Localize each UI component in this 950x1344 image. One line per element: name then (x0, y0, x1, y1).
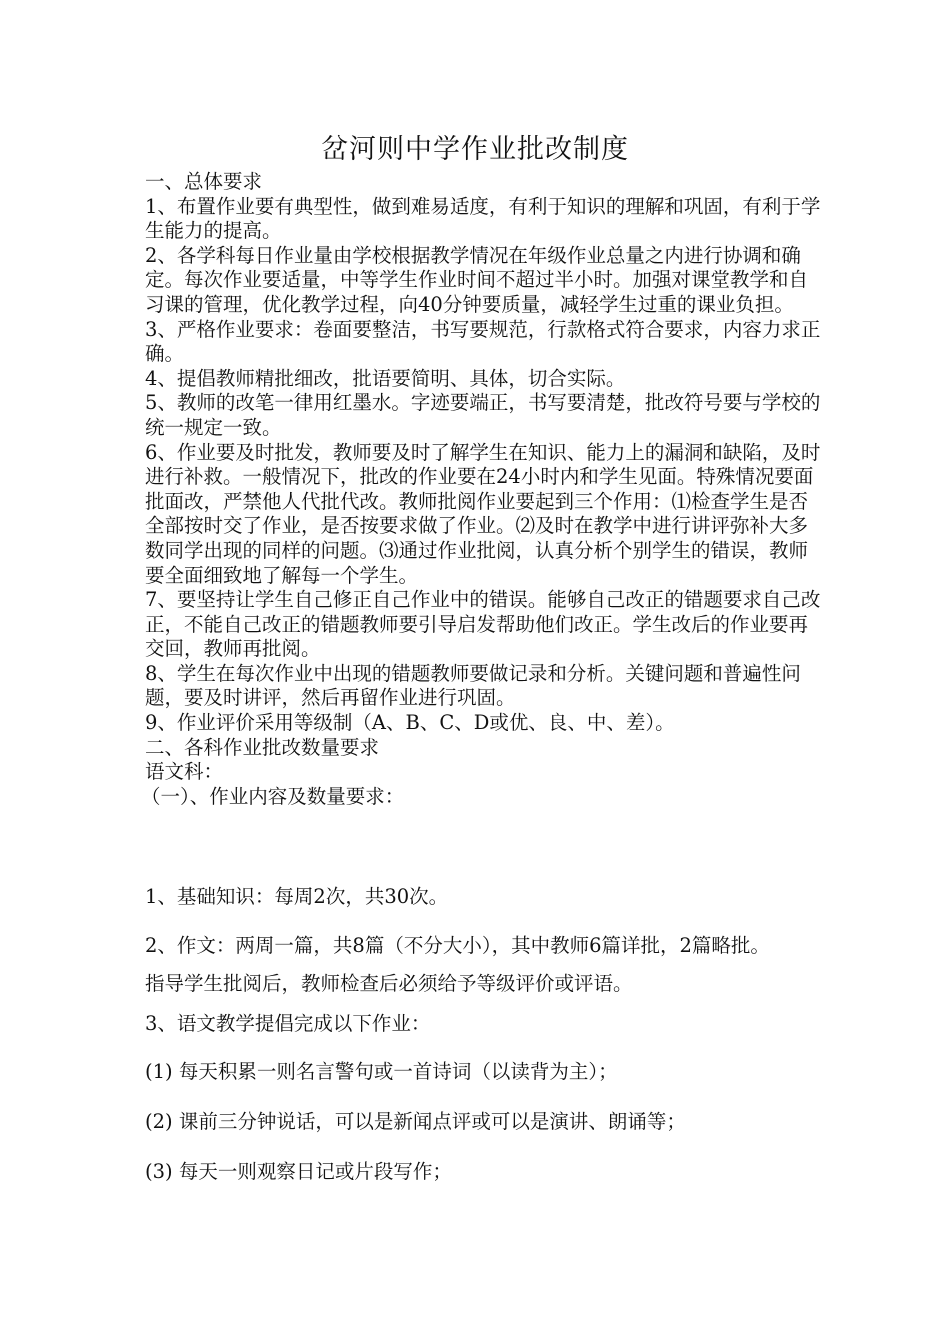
section-heading-general: 一、总体要求 (145, 170, 263, 193)
paragraph-item-3: 3、严格作业要求：卷面要整洁，书写要规范，行款格式符合要求，内容力求正确。 (145, 317, 821, 366)
recommended-item-2: (2) 课前三分钟说话，可以是新闻点评或可以是演讲、朗诵等； (145, 1110, 686, 1133)
sub-heading-content: （一）、作业内容及数量要求： (141, 784, 405, 808)
requirement-composition: 2、作文：两周一篇，共8篇（不分大小），其中教师6篇详批，2篇略批。 (145, 934, 770, 957)
paragraph-item-8: 8、学生在每次作业中出现的错题教师要做记录和分析。关键问题和普遍性问题，要及时讲评，然后再留作业进行巩固。 (145, 661, 801, 710)
paragraph-item-4: 4、提倡教师精批细改，批语要简明、具体，切合实际。 (145, 366, 626, 390)
document-body (141, 170, 825, 809)
paragraph-item-2: 2、各学科每日作业量由学校根据教学情况在年级作业总量之内进行协调和确定。每次作业要适量，中等学生作业时间不超过半小时。加强对课堂教学和自习课的管理，优化教学过程，向40分钟要质量，减轻学生过重的课业负担。 (145, 243, 809, 316)
subject-label: 语文科： (145, 760, 224, 784)
document-title: 岔河则中学作业批改制度 (321, 134, 629, 165)
paragraph-item-1: 1、布置作业要有典型性，做到难易适度，有利于知识的理解和巩固，有利于学生能力的提高。 (145, 194, 821, 243)
requirement-recommended: 3、语文教学提倡完成以下作业： (145, 1012, 431, 1035)
recommended-item-1: (1) 每天积累一则名言警句或一首诗词（以读背为主）； (145, 1060, 618, 1083)
requirement-composition-note: 指导学生批阅后，教师检查后必须给予等级评价或评语。 (145, 972, 633, 995)
section-heading-subjects: 二、各科作业批改数量要求 (145, 735, 380, 759)
paragraph-item-5: 5、教师的改笔一律用红墨水。字迹要端正，书写要清楚，批改符号要与学校的统一规定一致。 (145, 391, 821, 439)
paragraph-item-7: 7、要坚持让学生自己修正自己作业中的错误。能够自己改正的错题要求自己改正，不能自己改正的错题教师要引导启发帮助他们改正。学生改后的作业要再交回，教师再批阅。 (145, 588, 821, 661)
paragraph-item-9: 9、作业评价采用等级制（A、B、C、D或优、良、中、差）。 (145, 711, 675, 735)
recommended-item-3: (3) 每天一则观察日记或片段写作； (145, 1160, 452, 1183)
paragraph-item-6: 6、作业要及时批发，教师要及时了解学生在知识、能力上的漏洞和缺陷，及时进行补救。一般情况下，批改的作业要在24小时内和学生见面。特殊情况要面批面改，严禁他人代批代改。教师批阅作业要起到三个作用：⑴检查学生是否全部按时交了作业，是否按要求做了作业。⑵及时在教学中进行讲评弥补大多数同学出现的同样的问题。⑶通过作业批阅，认真分析个别学生的错误，教师要全面细致地了解每一个学生。 (145, 440, 821, 587)
requirement-basic-knowledge: 1、基础知识：每周2次，共30次。 (145, 885, 449, 908)
